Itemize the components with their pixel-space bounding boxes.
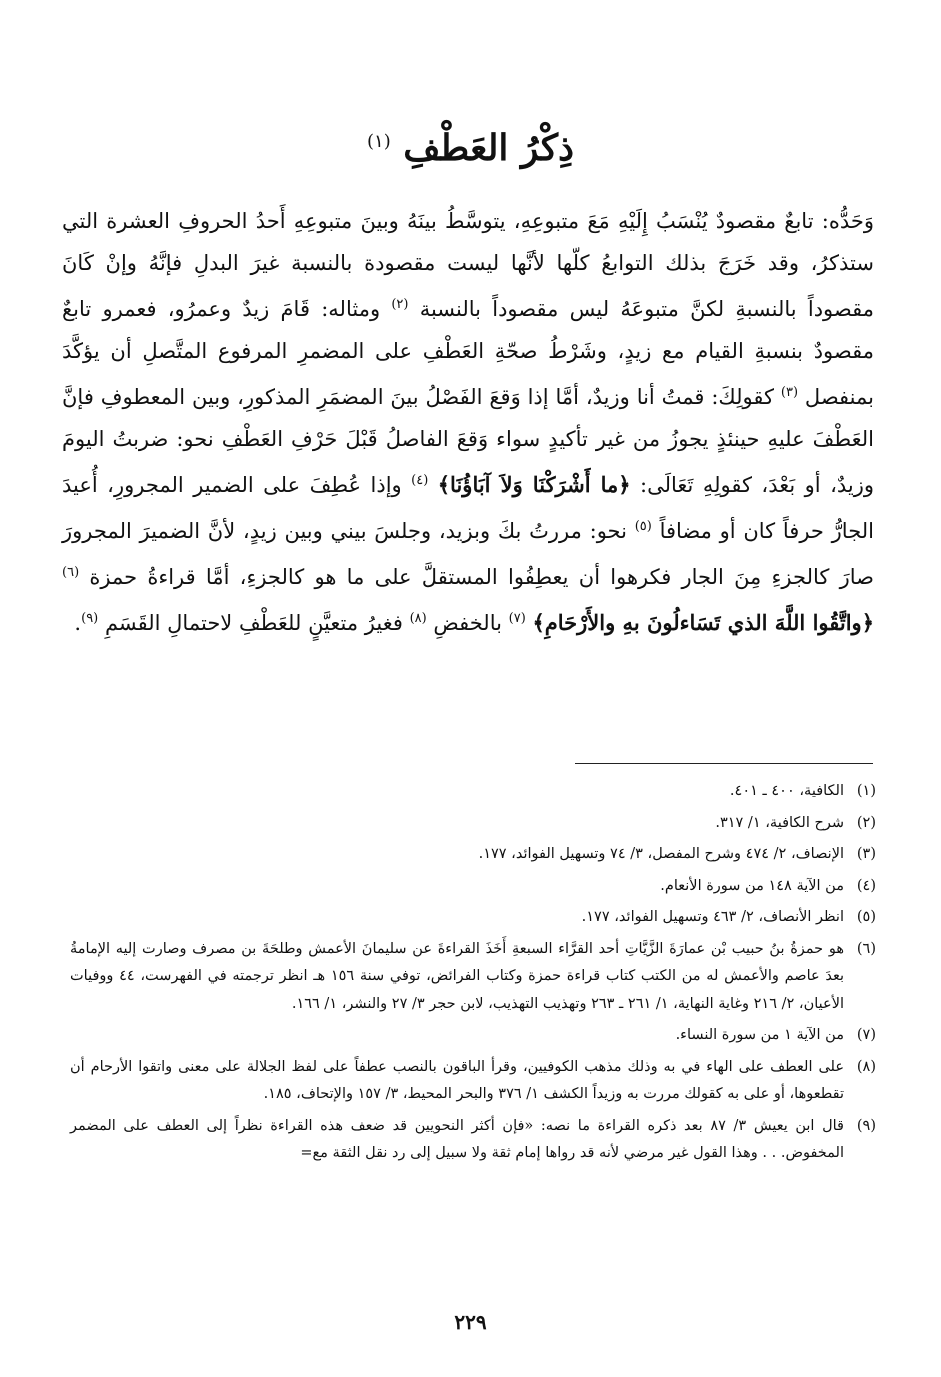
footnote-number: (٨): [856, 1058, 876, 1075]
footnote-ref[interactable]: (٣): [780, 385, 799, 400]
footnote-item: [70, 1054, 876, 1109]
section-title: [0, 112, 941, 178]
footnote-divider: [575, 763, 873, 764]
footnote-text: انظر الأنصاف، ٢/ ٤٦٣ وتسهيل الفوائد، ١٧٧.: [581, 909, 844, 925]
footnote-item: [70, 873, 876, 901]
footnote-item: [70, 778, 876, 806]
footnote-number: (٩): [856, 1117, 876, 1134]
footnote-text: من الآية ١ من سورة النساء.: [675, 1027, 844, 1043]
text-segment: فغيرُ متعيَّنٍ للعَطْفِ لاحتمالِ القَسَمِ: [104, 611, 403, 635]
footnote-item: [70, 1113, 876, 1168]
footnote-text: من الآية ١٤٨ من سورة الأنعام.: [660, 877, 844, 894]
text-segment: وإذا عُطِفَ على الضمير المجرورِ، أُعيدَ الجارُّ حرفاً كان أو مضافاً: [62, 473, 874, 543]
main-text: [62, 200, 874, 644]
footnote-number: (٥): [856, 909, 876, 925]
footnote-text: الكافية، ٤٠٠ ـ ٤٠١.: [729, 783, 844, 799]
text-segment: نحو: مررتُ بكَ وبزيد، وجلسَ بيني وبين زيدٍ، لأنَّ الضميرَ المجرورَ صارَ كالجزءِ مِنَ الجار فكرهوا أن يعطِفُوا المستقلَّ على ما هو كالجزءِ، أمَّا قراءةُ حمزة: [62, 519, 874, 589]
text-segment: ومثاله: قَامَ زيدٌ وعمرُو، فعمرو تابعٌ مقصودٌ بنسبةِ القيام مع زيدٍ، وشَرْطُ صحّةِ العَطْفِ على المضمرِ المرفوع المتَّصلِ أن يؤكَّدَ بمنفصل: [62, 297, 874, 409]
footnote-ref[interactable]: (٥): [634, 519, 652, 534]
footnote-item: [70, 810, 876, 838]
footnote-ref[interactable]: (٧): [508, 611, 526, 626]
footnote-text: شرح الكافية، ١/ ٣١٧.: [715, 814, 844, 831]
main-paragraph: [62, 200, 874, 644]
footnote-item: [70, 1022, 876, 1050]
footnote-ref[interactable]: (٨): [409, 611, 427, 626]
page-number: ٢٢٩: [454, 1310, 487, 1334]
footnote-number: (٦): [856, 940, 876, 957]
quran-verse: ﴿ما أَشْرَكْنَا وَلاَ آبَاؤُنَا﴾: [437, 472, 631, 497]
footnote-number: (٢): [856, 814, 876, 831]
text-segment: .: [74, 611, 82, 635]
quran-verse: ﴿واتَّقُوا اللَّهَ الذي تَسَاءلُونَ بهِ والأَرْحَامِ﴾: [532, 610, 874, 635]
footnote-text: قال ابن يعيش ٣/ ٨٧ بعد ذكره القراءة ما نصه: «فإن أكثر النحويين قد ضعف هذه القراءة نظراً إلى العطف على المضمر المخفوض. . . وهذا القول غير مرضي لأنه قد رواها إمام ثقة ولا سبيل إلى رد نقل الثقة مع=: [70, 1117, 844, 1161]
footnote-ref[interactable]: (٤): [411, 473, 429, 488]
title-footnote-ref[interactable]: (١): [367, 131, 391, 152]
text-segment: وَحَدُّه: تابعٌ مقصودٌ يُنْسَبُ إِلَيْهِ مَعَ متبوعِهِ، يتوسَّطُ بينَهُ وبينَ متبوعِهِ أَحدُ الحروفِ العشرة التي ستذكرُ، وقد خَرَجَ بذلك التوابعُ كلّها لأنَّها ليست مقصودة بالنسبة غيرَ البدلِ فإنَّهُ وإنْ كَانَ مقصوداً بالنسبةِ لكنَّ متبوعَهُ ليس مقصوداً بالنسبة: [62, 209, 874, 321]
text-segment: كقولِكَ: قمتُ أنا وزيدٌ، أمَّا إذا وَقعَ الفَصْلُ بينَ المضمَرِ المذكورِ، وبين المعطوفِ فإنَّ العَطْفَ عليهِ حينئذٍ يجوزُ من غير تأكيدٍ سواء وَقعَ الفاصلُ قَبْلَ حَرْفِ العَطْفِ نحو: ضربتُ اليومَ وزيدٌ، أو بَعْدَ، كقولِهِ تَعَالَى:: [62, 385, 874, 497]
footnote-item: [70, 904, 876, 932]
footnote-text: على العطف على الهاء في به وذلك مذهب الكوفيين، وقرأ الباقون بالنصب عطفاً على لفظ الجلالة على معنى واتقوا الأرحام أن تقطعوها، أو على به كقولك مررت به وزيداً الكشف ١/ ٣٧٦ والبحر المحيط، ٣/ ١٥٧ والإتحاف، ١٨٥.: [70, 1058, 844, 1102]
text-segment: بالخفضِ: [433, 611, 502, 635]
footnote-number: (٧): [856, 1027, 876, 1043]
footnote-number: (٣): [856, 846, 876, 862]
footnotes-section: [70, 778, 876, 1172]
footnote-text: الإنصاف، ٢/ ٤٧٤ وشرح المفصل، ٣/ ٧٤ وتسهيل الفوائد، ١٧٧.: [478, 846, 844, 862]
footnote-ref[interactable]: (٩): [81, 611, 99, 626]
footnote-number: (١): [856, 783, 876, 799]
footnote-number: (٤): [856, 877, 876, 894]
footnote-item: [70, 841, 876, 869]
footnote-ref[interactable]: (٢): [391, 297, 409, 312]
footnote-text: هو حمزةُ بنُ حبيب بْن عمارَةَ الزَّيَّاتِ أحد القرَّاء السبعةِ أَخَذَ القراءةَ عن سليمانَ الأعمش وطلحَةَ بن مصرف وصارت إليه الإمامةُ بعدَ عاصم والأعمش له من الكتب كتاب قراءة حمزة وكتاب الفرائض، توفي سنة ١٥٦ هـ انظر ترجمته في الفهرست، ٤٤ ووفيات الأعيان، ٢/ ٢١٦ وغاية النهاية، ١/ ٢٦١ ـ ٢٦٣ وتهذيب التهذيب، لابن حجر ٣/ ٢٧ والنشر، ١/ ١٦٦.: [70, 940, 844, 1012]
footnote-ref[interactable]: (٦): [62, 565, 80, 580]
section-title-text: ذِكْرُ العَطْفِ: [403, 127, 574, 169]
footnote-item: [70, 936, 876, 1019]
